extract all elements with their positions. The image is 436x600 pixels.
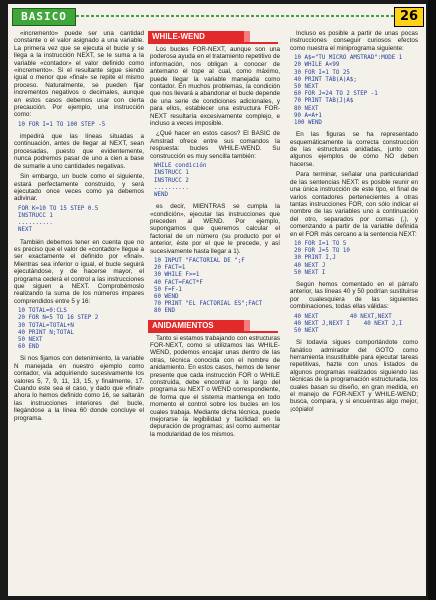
magazine-page [8, 4, 426, 596]
column-3 [290, 30, 418, 416]
code-listing: 10 TOTAL=0:CLS 20 FOR N=5 TO 16 STEP 2 30 TOTAL=TOTAL+N 40 PRINT N;TOTAL 50 NEXT 60 END [18, 308, 99, 351]
heading-underline [148, 42, 278, 44]
heading-underline [148, 331, 278, 333]
paragraph: impedirá que las líneas situadas a continuación, antes de llegar al NEXT, sean procesadas, puesto que evidentemente, nunca podremos pasar de uno a cien a base de sumarle a uno cantidades negativas. [14, 133, 144, 170]
paragraph: es decir, MIENTRAS se cumpla la «condición», ejecutar las instrucciones que preceden al WEND. Por ejemplo, supongamos que queremos calcular el factorial de un número (su producto por el anterior, éste por el que le precede, y así sucesivamente hasta llegar a 1). [150, 203, 280, 255]
paragraph: Incluso es posible a partir de unas pocas instrucciones conseguir curiosos efectos como nuestra el miniprograma siguiente: [290, 30, 418, 52]
code-listing: 10 FOR I=1 TO 100 STEP -5 [18, 121, 106, 128]
column-2 [150, 30, 280, 441]
code-listing: 40 NEXT 40 NEXT,NEXT 40 NEXT J,NEXT I 40 NEXT J,I 50 NEXT [294, 313, 403, 334]
section-heading-text: WHILE-WEND [152, 32, 205, 41]
paragraph: Sin embargo, un bucle como el siguiente, estará perfectamente construido, y será ejecutado once veces como ya debemos adivinar. [14, 173, 144, 203]
paragraph: Los bucles FOR-NEXT, aunque son una poderosa ayuda en el tratamiento repetitivo de información, nos obligan a conocer de antemano el tope al cual, como máximo, puede llegar la variable manejada como contador. En muchos problemas, la condición que nos llevará a abandonar el bucle depende de una serie de condiciones adicionales, y para ellos, establecer una estructura FOR-NEXT resultaría excesivamente complejo, e incluso a veces imposible. [150, 46, 280, 128]
code-listing: WHILE condición INSTRUCC 1 INSTRUCC 2 .......... WEND [154, 163, 207, 198]
section-heading-text: ANIDAMIENTOS [152, 320, 214, 330]
page-edge-shadow [428, 0, 436, 600]
paragraph: También debemos tener en cuenta que no es preciso que el valor de «contador» llegue a ser exactamente el definido por «final». Mientras sea inferior o igual, el bucle seguirá ejecutándose, y de hacerse mayor, el programa cederá el control a las instrucciones que siguen a NEXT. Comprobémoslo realizando la suma de los números impares comprendidos entre 5 y 16: [14, 238, 144, 305]
heading-tab [244, 31, 250, 42]
header-dotted-rule [76, 15, 394, 17]
column-1 [14, 30, 144, 425]
heading-tab [244, 320, 250, 331]
code-listing: 10 FOR I=1 TO 5 20 FOR J=5 TO 10 30 PRINT I,J 40 NEXT J 50 NEXT I [294, 240, 350, 276]
paragraph: «incremento» puede ser una cantidad constante o el valor asignado a una variable. La primera vez que se ejecuta el bucle y se llega a la instrucción NEXT, se le suma a la variable «contador» el valor definido como «incremento». Si el resultante sigue siendo igual o menor que «final» se repite el mismo proceso. Naturalmente, se pueden fijar incrementos negativos o decimales, aunque en estos casos debemos usar con cierta precaución. Por ejemplo, una instrucción como: [14, 30, 144, 119]
section-heading [148, 320, 244, 331]
paragraph: Si nos fijamos con detenimiento, la variable N manejada en nuestro ejemplo como contador, vía adquiriendo sucesivamente los valores 5, 7, 9, 11, 13, 15, y finalmente, 17. Cuando este sea el caso, y dado que «final» ahora lo hemos definido como 16, se saltarán las instrucciones interiores del bucle, llegándose a la línea 60 donde concluye el programa. [14, 355, 144, 422]
section-tag: BASICO [12, 8, 76, 26]
paragraph: En las figuras se ha representado esquemáticamente la correcta construcción de las estructuras anidadas, junto con algunos ejemplos de cómo NO deben hacerse. [290, 131, 418, 168]
page-number: 26 [394, 7, 424, 27]
paragraph: ¿Qué hacer en estos casos? El BASIC de Amstrad ofrece entre sus comandos la respuesta: bucles WHILE-WEND. Su construcción es muy sencilla también: [150, 130, 280, 160]
code-listing: 10 INPUT "FACTORIAL DE ";F 20 FACT=1 30 WHILE F>=1 40 FACT=FACT*F 50 F=F-1 60 WEND 70 PRINT "EL FACTORIAL ES";FACT 80 END [154, 257, 263, 315]
code-listing: 10 A$="TU MICRO AMSTRAD":MODE 1 20 WHILE A<99 30 FOR I=1 TO 25 40 PRINT TAB(A)A$; 50 NEXT 60 FOR J=24 TO 2 STEP -1 70 PRINT TAB(J)A$ 80 NEXT 90 A=A+1 100 WEND [294, 55, 403, 127]
paragraph: Si todavía sigues comportándote como fanático admirador del GOTO como herramienta insustituible para ejecutar tareas repetitivas, hazte con unos listados de algunos programas realizados siguiendo las técnicas de la programación estructurada, los cuales basan su diseño, en gran medida, en el manejo de FOR-NEXT y WHILE-WEND; busca, compara, y si encuentras algo mejor, ¡cópialo! [290, 339, 418, 413]
code-listing: FOR K=10 TO 15 STEP 0.5 INSTRUCC 1 .......... NEXT [18, 205, 99, 234]
page-header [8, 4, 426, 26]
paragraph: Tanto si estamos trabajando con estructuras FOR-NEXT, como si utilizamos las WHILE-WEND, podemos encajar unas dentro de las otras, técnica conocida con el nombre de anidamiento. En estos casos, hemos de tener presente que cada instrucción FOR o WHILE construida, debe encontrar a lo largo del programa su NEXT o WEND correspondiente, de forma que el sistema mantenga en todo momento el control sobre los bucles en los cuales trabaja. Mediante dicha técnica, puede mejorarse la legibilidad y facilidad en la depuración de programas; así como aumentar la modularidad de los mismos. [150, 334, 280, 438]
paragraph: Según hemos comentado en el párrafo anterior, las líneas 40 y 50 podrían sustituirse por cualesquiera de las siguientes combinaciones, todas ellas válidas: [290, 280, 418, 311]
section-heading [148, 31, 244, 42]
paragraph: Para terminar, señalar una particularidad de las sentencias NEXT: es posible reunir en una única instrucción de este tipo, el final de varios contadores pertenecientes a otras tantas instrucciones FOR, con sólo indicar el nombre de las variables uno a continuación del otro, separados por comas (,), y comenzando a partir de la variable definida en el FOR más cercano a la sentencia NEXT: [290, 171, 418, 238]
